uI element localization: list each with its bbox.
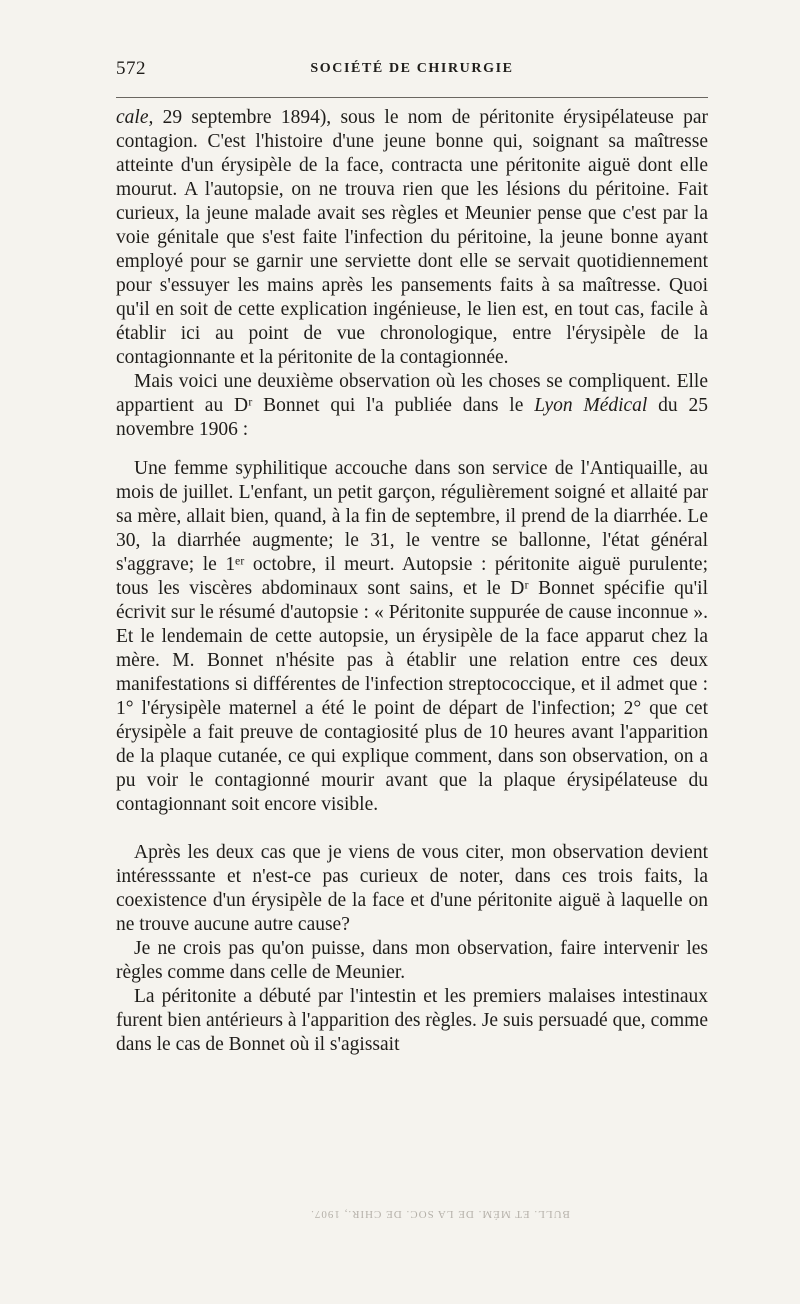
page-header (116, 58, 708, 84)
paragraph-1 (116, 106, 708, 370)
paragraph-1-lead: cale, (116, 107, 154, 128)
paragraph-2 (116, 370, 708, 442)
paragraph-2-text-post: du 25 novembre 1906 : (116, 395, 709, 440)
page-number: 572 (116, 58, 146, 79)
paragraph-2-text-pre: Mais voici une deuxième observation où les choses se compliquent. Elle appartient au Dʳ Bonnet qui l'a publiée dans le (116, 371, 708, 416)
journal-title: Lyon Médical (534, 395, 648, 416)
paragraph-4: Après les deux cas que je viens de vous citer, mon observation devient intéresssante et n'est-ce pas curieux de noter, dans ces trois faits, la coexistence d'un érysipèle de la face et d'une péritonite aiguë à laquelle on ne trouve aucune autre cause? (116, 842, 708, 935)
paragraph-6: La péritonite a débuté par l'intestin et les premiers malaises intestinaux furent bien antérieurs à l'apparition des règles. Je suis persuadé que, comme dans le cas de Bonnet où il s'agissait (116, 986, 708, 1055)
running-title: SOCIÉTÉ DE CHIRURGIE (310, 61, 514, 76)
show-through-footer: BULL. ET MÉM. DE LA SOC. DE CHIR., 1907. (310, 1208, 570, 1220)
header-rule (116, 97, 708, 98)
paragraph-3: Une femme syphilitique accouche dans son service de l'Antiquaille, au mois de juillet. L'enfant, un petit garçon, régulièrement soigné et allaité par sa mère, allait bien, quand, à la fin de septembre, il prend de la diarrhée. Le 30, la diarrhée augmente; le 31, le ventre se ballonne, l'état général s'aggrave; le 1ᵉʳ octobre, il meurt. Autopsie : péritonite aiguë purulente; tous les viscères abdominaux sont sains, et le Dʳ Bonnet spécifie qu'il écrivit sur le résumé d'autopsie : « Péritonite suppurée de cause inconnue ». Et le lendemain de cette autopsie, un érysipèle de la face apparut chez la mère. M. Bonnet n'hésite pas à établir une relation entre ces deux manifestations si différentes de l'infection streptococcique, et il admet que : 1° l'érysipèle maternel a été le point de départ de l'infection; 2° que cet érysipèle a fait preuve de contagiosité plus de 10 heures avant l'apparition de la plaque cutanée, ce qui explique comment, dans son observation, on a pu voir le contagionné mourir avant que la plaque érysipélateuse du contagionnant soit encore visible. (116, 458, 708, 815)
body-text (116, 106, 708, 1057)
paragraph-1-text: 29 septembre 1894), sous le nom de péritonite érysipélateuse par contagion. C'est l'histoire d'une jeune bonne qui, soignant sa maîtresse atteinte d'un érysipèle de la face, contracta une péritonite aiguë dont elle mourut. A l'autopsie, on ne trouva rien que les lésions du péritoine. Fait curieux, la jeune malade avait ses règles et Meunier pense que c'est par la voie génitale que s'est faite l'infection du péritoine, la jeune bonne ayant employé pour se garnir une serviette dont elle se servait quotidiennement pour s'essuyer les mains après les pansements faits à sa maîtresse. Quoi qu'il en soit de cette explication ingénieuse, le lien est, en tout cas, facile à établir ici au point de vue chronologique, entre l'érysipèle de la contagionnante et la péritonite de la contagionnée. (116, 107, 708, 368)
paragraph-5: Je ne crois pas qu'on puisse, dans mon observation, faire intervenir les règles comme dans celle de Meunier. (116, 938, 708, 983)
